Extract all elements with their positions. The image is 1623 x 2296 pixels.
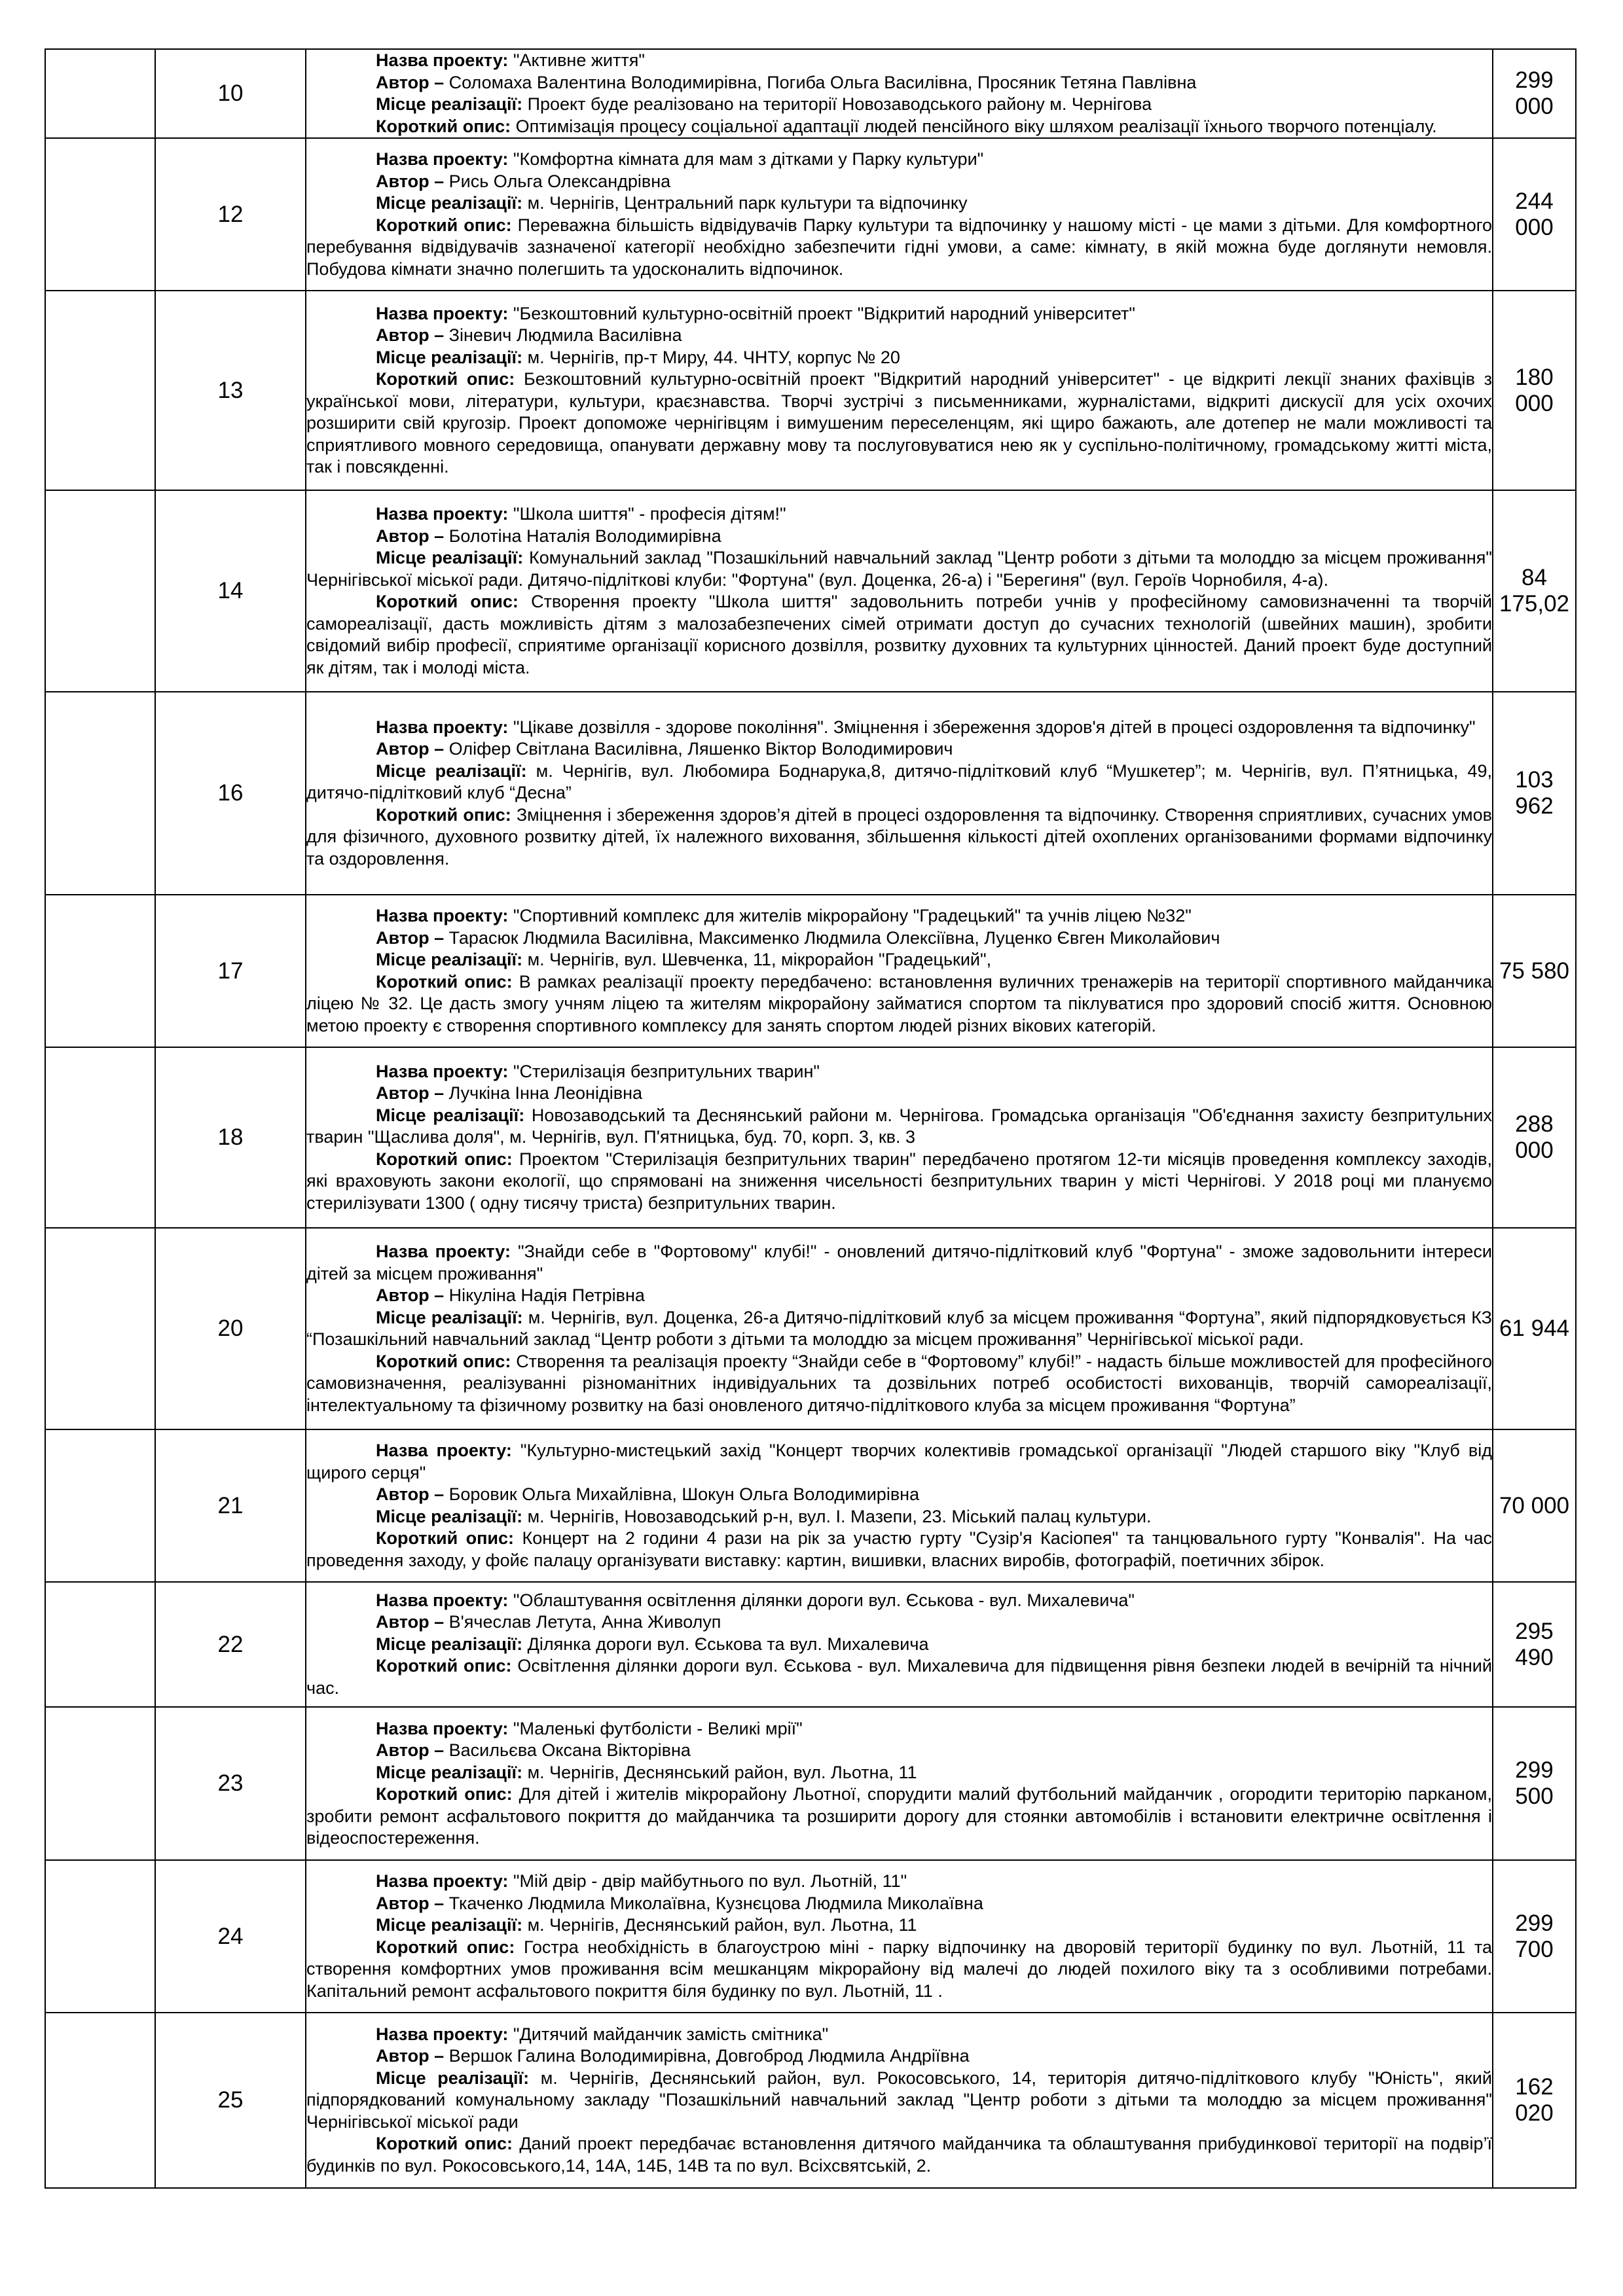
project-description-cell — [306, 2013, 1493, 2188]
project-number: 23 — [155, 1707, 306, 1860]
project-desc-label: Короткий опис: — [376, 1656, 512, 1676]
project-name-label: Назва проекту: — [376, 303, 509, 323]
project-description-cell — [306, 138, 1493, 291]
project-desc-line — [306, 1528, 1492, 1571]
project-row — [45, 49, 1576, 138]
project-place-line — [306, 2068, 1492, 2134]
project-desc-label: Короткий опис: — [376, 1937, 515, 1957]
project-number: 17 — [155, 895, 306, 1047]
project-amount: 299 000 — [1493, 49, 1576, 138]
project-place-line — [306, 761, 1492, 804]
project-row — [45, 1047, 1576, 1228]
blank-cell — [45, 1228, 155, 1429]
project-place: м. Чернігів, Новозаводський р-н, вул. І. Мазепи, 23. Міський палац культури. — [527, 1506, 1152, 1526]
blank-cell — [45, 49, 155, 138]
project-place: Комунальний заклад "Позашкільний навчальний заклад "Центр роботи з дітьми та молоддю за місцем проживання" Чернігівської міської ради. Дитячо-підліткові клуби: "Фортуна" (вул. Доценка, 26-а) і "Берегиня" (вул. Героїв Чорнобиля, 4-а). — [306, 548, 1492, 590]
project-author: Зіневич Людмила Василівна — [448, 325, 682, 345]
project-author-line — [306, 927, 1492, 950]
project-name-line — [306, 1440, 1492, 1484]
project-desc-line — [306, 1784, 1492, 1850]
project-name: "Комфортна кімната для мам з дітками у Парку культури" — [513, 149, 984, 169]
project-desc-line — [306, 215, 1492, 281]
project-number: 20 — [155, 1228, 306, 1429]
project-name-label: Назва проекту: — [376, 2024, 509, 2044]
project-author: Болотіна Наталія Володимирівна — [448, 526, 721, 546]
project-name: "Облаштування освітлення ділянки дороги вул. Єськова - вул. Михалевича" — [513, 1590, 1135, 1610]
project-place: м. Чернігів, вул. Доценка, 26-а Дитячо-підлітковий клуб за місцем проживання “Фортуна”, який підпорядковується КЗ “Позашкільний навчальний заклад “Центр роботи з дітьми та молоддю за місцем проживання” Чернігівської міської ради. — [306, 1307, 1492, 1349]
project-author-line — [306, 1740, 1492, 1762]
project-author-label: Автор – — [376, 1484, 445, 1504]
project-place-label: Місце реалізації: — [376, 1762, 523, 1782]
project-description-cell — [306, 692, 1493, 895]
project-desc-label: Короткий опис: — [376, 215, 512, 235]
project-author-label: Автор – — [376, 72, 445, 92]
project-place-label: Місце реалізації: — [376, 950, 523, 969]
project-name-label: Назва проекту: — [376, 504, 509, 524]
project-description-cell — [306, 1047, 1493, 1228]
project-number: 16 — [155, 692, 306, 895]
project-desc-label: Короткий опис: — [376, 971, 513, 992]
blank-cell — [45, 1429, 155, 1582]
project-amount: 288 000 — [1493, 1047, 1576, 1228]
project-name-line — [306, 1241, 1492, 1285]
project-place: Ділянка дороги вул. Єськова та вул. Михалевича — [527, 1634, 929, 1654]
project-row — [45, 895, 1576, 1047]
project-desc-line — [306, 971, 1492, 1037]
project-name: "Школа шиття" - професія дітям!" — [513, 504, 786, 524]
project-author-label: Автор – — [376, 2046, 445, 2066]
blank-cell — [45, 692, 155, 895]
document-page — [45, 48, 1570, 2189]
project-number: 22 — [155, 1582, 306, 1707]
project-name-line — [306, 50, 1492, 72]
project-place-label: Місце реалізації: — [376, 94, 523, 114]
project-desc: Зміцнення і збереження здоров’я дітей в процесі оздоровлення та відпочинку. Створення сприятливих, сучасних умов для фізичного, духовного розвитку дітей, їх належного виховання, збільшення кількості дітей охоплених організованими формами відпочинку та оздоровлення. — [306, 804, 1492, 869]
project-name-label: Назва проекту: — [376, 50, 509, 70]
project-desc: Оптимізація процесу соціальної адаптації людей пенсійного віку шляхом реалізації їхнього творчого потенціалу. — [515, 116, 1437, 136]
project-place: м. Чернігів, Центральний парк культури та відпочинку — [527, 193, 968, 213]
project-author: Васильєва Оксана Вікторівна — [448, 1740, 691, 1760]
project-place-label: Місце реалізації: — [376, 761, 527, 781]
project-amount: 84 175,02 — [1493, 490, 1576, 692]
project-number: 18 — [155, 1047, 306, 1228]
project-desc-label: Короткий опис: — [376, 116, 511, 136]
project-name-line — [306, 1061, 1492, 1083]
project-author: Соломаха Валентина Володимирівна, Погиба Ольга Василівна, Просяник Тетяна Павлівна — [448, 72, 1197, 92]
project-name: "Мій двір - двір майбутнього по вул. Льотній, 11" — [513, 1871, 907, 1891]
project-desc-line — [306, 591, 1492, 679]
project-desc: Проектом "Стерилізація безпритульних тварин" передбачено протягом 12-ти місяців проведення комплексу заходів, які враховують закони екології, що спрямовані на зниження чисельності безпритульних тварин у місті Чернігові. У 2018 році ми плануємо стерилізувати 1300 ( одну тисячу триста) безпритульних тварин. — [306, 1149, 1492, 1213]
project-place-label: Місце реалізації: — [376, 1105, 525, 1125]
project-name-label: Назва проекту: — [376, 1590, 509, 1610]
project-name-line — [306, 2024, 1492, 2046]
project-description-cell — [306, 1582, 1493, 1707]
project-author: Боровик Ольга Михайлівна, Шокун Ольга Володимирівна — [448, 1484, 920, 1504]
project-name: "Стерилізація безпритульних тварин" — [513, 1061, 820, 1081]
project-desc: Переважна більшість відвідувачів Парку культури та відпочинку у нашому місті - це мами з дітьми. Для комфортного перебування відвідувачів зазначеної категорії необхідно забезпечити гідні умови, а саме: кімнату, в якій можна буде доглянути немовля. Побудова кімнати значно полегшить та удосконалить відпочинок. — [306, 215, 1492, 279]
project-name-line — [306, 717, 1492, 739]
project-name: "Дитячий майданчик замість смітника" — [513, 2024, 829, 2044]
project-author-label: Автор – — [376, 927, 445, 948]
project-place: м. Чернігів, Деснянський район, вул. Рокосовського, 14, територія дитячо-підліткового клубу "Юність", який підпорядкований комунальному закладу "Позашкільний навчальний заклад "Центр роботи з дітьми та молоддю за місцем проживання" Чернігівської міської ради — [306, 2068, 1492, 2132]
project-desc-label: Короткий опис: — [376, 2134, 513, 2154]
project-place-label: Місце реалізації: — [376, 193, 523, 213]
project-desc-line — [306, 804, 1492, 870]
project-author-line — [306, 72, 1492, 94]
project-name: "Культурно-мистецький захід "Концерт творчих колективів громадської організації "Людей старшого віку "Клуб від щирого серця" — [306, 1441, 1492, 1482]
project-amount: 180 000 — [1493, 291, 1576, 490]
blank-cell — [45, 1047, 155, 1228]
project-amount: 295 490 — [1493, 1582, 1576, 1707]
project-place: м. Чернігів, Деснянський район, вул. Льотна, 11 — [527, 1762, 917, 1782]
project-author-label: Автор – — [376, 171, 445, 191]
project-desc: Безкоштовний культурно-освітній проект "Відкритий народний університет" - це відкриті лекції знаних фахівців з української мови, літератури, культури, краєзнавства. Творчі зустрічі з письменниками, журналістами, відкриті дискусії для усіх охочих розширити свій кругозір. Проект допоможе чернігівцям і вимушеним переселенцям, які щиро бажають, але дотепер не мали можливості та сприятливого мовного середовища, опанувати державну мову та послуговуватися нею як у суспільно-політичному, громадському житті міста, так і повсякденні. — [306, 369, 1492, 476]
project-desc: Створення та реалізація проекту “Знайди себе в “Фортовому” клубі!” - надасть більше можливостей для професійного самовизначення, реалізуванні різноманітних індивідуальних та дозвільних потреб особистості вихованців, творчій самореалізації, інтелектуальному та фізичному розвитку на базі оновленого дитячо-підліткового клуба за місцем проживання “Фортуна” — [306, 1351, 1492, 1415]
blank-cell — [45, 291, 155, 490]
project-desc: Даний проект передбачає встановлення дитячого майданчика та облаштування прибудинкової території на подвір’ї будинків по вул. Рокосовського,14, 14А, 14Б, 14В та по вул. Всіхсвятській, 2. — [306, 2134, 1492, 2176]
project-place-label: Місце реалізації: — [376, 1915, 523, 1935]
project-amount: 70 000 — [1493, 1429, 1576, 1582]
project-place-line — [306, 347, 1492, 369]
project-desc-line — [306, 1655, 1492, 1699]
project-place: м. Чернігів, вул. Любомира Боднарука,8, дитячо-підлітковий клуб “Мушкетер”; м. Чернігів, вул. П’ятницька, 49, дитячо-підлітковий клуб “Десна” — [306, 761, 1492, 803]
project-desc-label: Короткий опис: — [376, 1784, 513, 1804]
project-amount: 103 962 — [1493, 692, 1576, 895]
project-author: В'ячеслав Летута, Анна Живолуп — [448, 1612, 721, 1632]
project-author-label: Автор – — [376, 325, 445, 345]
project-place: м. Чернігів, Деснянський район, вул. Льотна, 11 — [527, 1915, 917, 1935]
blank-cell — [45, 895, 155, 1047]
project-amount: 162 020 — [1493, 2013, 1576, 2188]
project-name: "Активне життя" — [513, 50, 645, 70]
project-number: 13 — [155, 291, 306, 490]
project-name-label: Назва проекту: — [376, 717, 509, 737]
project-name-line — [306, 1590, 1492, 1612]
project-place-line — [306, 94, 1492, 116]
project-desc: В рамках реалізації проекту передбачено: встановлення вуличних тренажерів на території спортивного майданчика ліцею № 32. Це дасть змогу учням ліцею та жителям мікрорайону займатися спортом та піклуватися про здоровий спосіб життя. Основною метою проекту є створення спортивного комплексу для занять спортом людей різних вікових категорій. — [306, 971, 1492, 1035]
project-desc-label: Короткий опис: — [376, 592, 519, 611]
project-desc-line — [306, 1149, 1492, 1215]
project-author: Лучкіна Інна Леонідівна — [448, 1083, 642, 1103]
project-place-label: Місце реалізації: — [376, 347, 523, 367]
project-author-line — [306, 526, 1492, 548]
project-author-label: Автор – — [376, 1083, 445, 1103]
project-author-label: Автор – — [376, 1893, 445, 1913]
project-row — [45, 1582, 1576, 1707]
project-row — [45, 2013, 1576, 2188]
project-place-line — [306, 1634, 1492, 1656]
project-author: Ткаченко Людмила Миколаївна, Кузнєцова Людмила Миколаївна — [448, 1893, 983, 1913]
project-place-label: Місце реалізації: — [376, 2068, 530, 2088]
project-author-line — [306, 1484, 1492, 1506]
project-place-label: Місце реалізації: — [376, 1634, 523, 1654]
project-author-line — [306, 325, 1492, 347]
project-amount: 75 580 — [1493, 895, 1576, 1047]
project-author-line — [306, 1611, 1492, 1634]
project-author-line — [306, 171, 1492, 193]
project-row — [45, 490, 1576, 692]
project-name: "Спортивний комплекс для жителів мікрорайону "Градецький" та учнів ліцею №32" — [513, 906, 1192, 925]
project-author-label: Автор – — [376, 739, 445, 759]
project-name-label: Назва проекту: — [376, 1242, 511, 1261]
project-number: 12 — [155, 138, 306, 291]
project-place: м. Чернігів, вул. Шевченка, 11, мікрорайон "Градецький", — [527, 950, 992, 969]
project-place-line — [306, 949, 1492, 971]
projects-table — [45, 48, 1577, 2189]
project-place-label: Місце реалізації: — [376, 1307, 523, 1327]
project-author-line — [306, 1893, 1492, 1915]
project-desc-label: Короткий опис: — [376, 1528, 515, 1548]
project-description-cell — [306, 291, 1493, 490]
blank-cell — [45, 1860, 155, 2013]
project-number: 21 — [155, 1429, 306, 1582]
project-desc-label: Короткий опис: — [376, 369, 515, 389]
project-author: Оліфер Світлана Василівна, Ляшенко Віктор Володимирович — [448, 739, 953, 759]
project-author: Рись Ольга Олександрівна — [448, 171, 671, 191]
project-name-line — [306, 1871, 1492, 1893]
project-name: "Цікаве дозвілля - здорове покоління". Зміцнення і збереження здоров'я дітей в процесі оздоровлення та відпочинку" — [513, 717, 1476, 737]
project-author-label: Автор – — [376, 526, 445, 546]
project-desc-label: Короткий опис: — [376, 804, 511, 825]
project-author: Нікуліна Надія Петрівна — [448, 1285, 645, 1305]
blank-cell — [45, 490, 155, 692]
project-author-line — [306, 738, 1492, 761]
project-name: "Безкоштовний культурно-освітній проект "Відкритий народний університет" — [513, 303, 1135, 323]
project-desc: Гостра необхідність в благоустрою міні - парку відпочинку на дворовій території будинку по вул. Льотній, 11 та створення комфортних умов проживання всім мешканцям мікрорайону від малечі до людей похилого віку та з особливими потребами. Капітальний ремонт асфальтового покриття біля будинку по вул. Льотній, 11 . — [306, 1937, 1492, 2001]
project-name-label: Назва проекту: — [376, 906, 509, 925]
project-desc-label: Короткий опис: — [376, 1351, 511, 1371]
project-row — [45, 692, 1576, 895]
project-amount: 61 944 — [1493, 1228, 1576, 1429]
project-desc-line — [306, 2133, 1492, 2177]
project-place-line — [306, 1914, 1492, 1937]
project-row — [45, 1707, 1576, 1860]
project-name-label: Назва проекту: — [376, 1441, 512, 1460]
project-place-line — [306, 192, 1492, 215]
project-row — [45, 1860, 1576, 2013]
project-desc-line — [306, 368, 1492, 478]
project-place-line — [306, 1307, 1492, 1351]
project-author-line — [306, 1083, 1492, 1105]
project-desc: Створення проекту "Школа шиття" задовольнить потреби учнів у професійному самовизначенні та творчій самореалізації, дасть можливість дітям з малозабезпечених сімей отримати доступ до сучасних технологій (швейних машин), зробити свідомий вибір професії, сприятиме організації корисного дозвілля, розвитку духовних та культурних цінностей. Даний проект буде доступний як дітям, так і молоді міста. — [306, 592, 1492, 677]
project-place-line — [306, 1105, 1492, 1149]
project-desc: Для дітей і жителів мікрорайону Льотної, спорудити малий футбольний майданчик , огородити територію парканом, зробити ремонт асфальтового покриття до майданчика та розширити дорогу для стоянки автомобілів і встановити електричне освітлення і відеоспостереження. — [306, 1784, 1492, 1848]
project-name-label: Назва проекту: — [376, 1871, 509, 1891]
project-amount: 299 700 — [1493, 1860, 1576, 2013]
project-description-cell — [306, 895, 1493, 1047]
project-description-cell — [306, 1429, 1493, 1582]
project-description-cell — [306, 1228, 1493, 1429]
project-desc-label: Короткий опис: — [376, 1149, 513, 1169]
project-row — [45, 1429, 1576, 1582]
project-name-line — [306, 1718, 1492, 1740]
blank-cell — [45, 1582, 155, 1707]
project-number: 10 — [155, 49, 306, 138]
project-place-label: Місце реалізації: — [376, 548, 524, 567]
project-name-label: Назва проекту: — [376, 1061, 509, 1081]
project-description-cell — [306, 1707, 1493, 1860]
project-place: м. Чернігів, пр-т Миру, 44. ЧНТУ, корпус № 20 — [527, 347, 900, 367]
project-description-cell — [306, 49, 1493, 138]
project-number: 14 — [155, 490, 306, 692]
project-name-line — [306, 303, 1492, 325]
project-author: Тарасюк Людмила Василівна, Максименко Людмила Олексіївна, Луценко Євген Миколайович — [448, 927, 1220, 948]
project-amount: 299 500 — [1493, 1707, 1576, 1860]
project-description-cell — [306, 1860, 1493, 2013]
blank-cell — [45, 2013, 155, 2188]
project-number: 24 — [155, 1860, 306, 2013]
project-desc-line — [306, 1937, 1492, 2003]
project-author-label: Автор – — [376, 1740, 445, 1760]
project-place-line — [306, 1762, 1492, 1784]
blank-cell — [45, 1707, 155, 1860]
project-name-line — [306, 905, 1492, 927]
project-name-label: Назва проекту: — [376, 1718, 509, 1738]
project-author-label: Автор – — [376, 1612, 445, 1632]
project-desc: Освітлення ділянки дороги вул. Єськова - вул. Михалевича для підвищення рівня безпеки людей в вечірній та нічний час. — [306, 1656, 1492, 1698]
project-name-line — [306, 503, 1492, 526]
project-place: Проект буде реалізовано на території Новозаводського району м. Чернігова — [527, 94, 1152, 114]
project-amount: 244 000 — [1493, 138, 1576, 291]
project-description-cell — [306, 490, 1493, 692]
project-desc-line — [306, 1351, 1492, 1417]
project-number: 25 — [155, 2013, 306, 2188]
project-place-line — [306, 1506, 1492, 1528]
project-name-label: Назва проекту: — [376, 149, 509, 169]
projects-table-body — [45, 49, 1576, 2188]
project-row — [45, 291, 1576, 490]
project-place: Новозаводський та Деснянський райони м. Чернігова. Громадська організація "Об'єднання захисту безпритульних тварин "Щаслива доля", м. Чернігів, вул. П'ятницька, буд. 70, корп. 3, кв. 3 — [306, 1105, 1493, 1147]
project-author-label: Автор – — [376, 1285, 445, 1305]
project-place-label: Місце реалізації: — [376, 1506, 523, 1526]
project-name: "Знайди себе в "Фортовому" клубі!" - оновлений дитячо-підлітковий клуб "Фортуна" - зможе задовольнити інтереси дітей за місцем проживання" — [306, 1242, 1492, 1283]
project-author-line — [306, 2045, 1492, 2068]
project-row — [45, 138, 1576, 291]
project-row — [45, 1228, 1576, 1429]
project-desc: Концерт на 2 години 4 рази на рік за участю гурту "Сузір'я Касіопея" та танцювального гурту "Конвалія". На час проведення заходу, у фойє палацу організувати виставку: картин, вишивки, власних виробів, фотографій, поетичних збірок. — [306, 1528, 1492, 1570]
project-place-line — [306, 547, 1492, 591]
project-author: Вершок Галина Володимирівна, Довгоброд Людмила Андріївна — [448, 2046, 970, 2066]
project-name-line — [306, 149, 1492, 171]
project-desc-line — [306, 116, 1492, 138]
project-name: "Маленькі футболісти - Великі мрії" — [513, 1718, 803, 1738]
project-author-line — [306, 1285, 1492, 1307]
blank-cell — [45, 138, 155, 291]
